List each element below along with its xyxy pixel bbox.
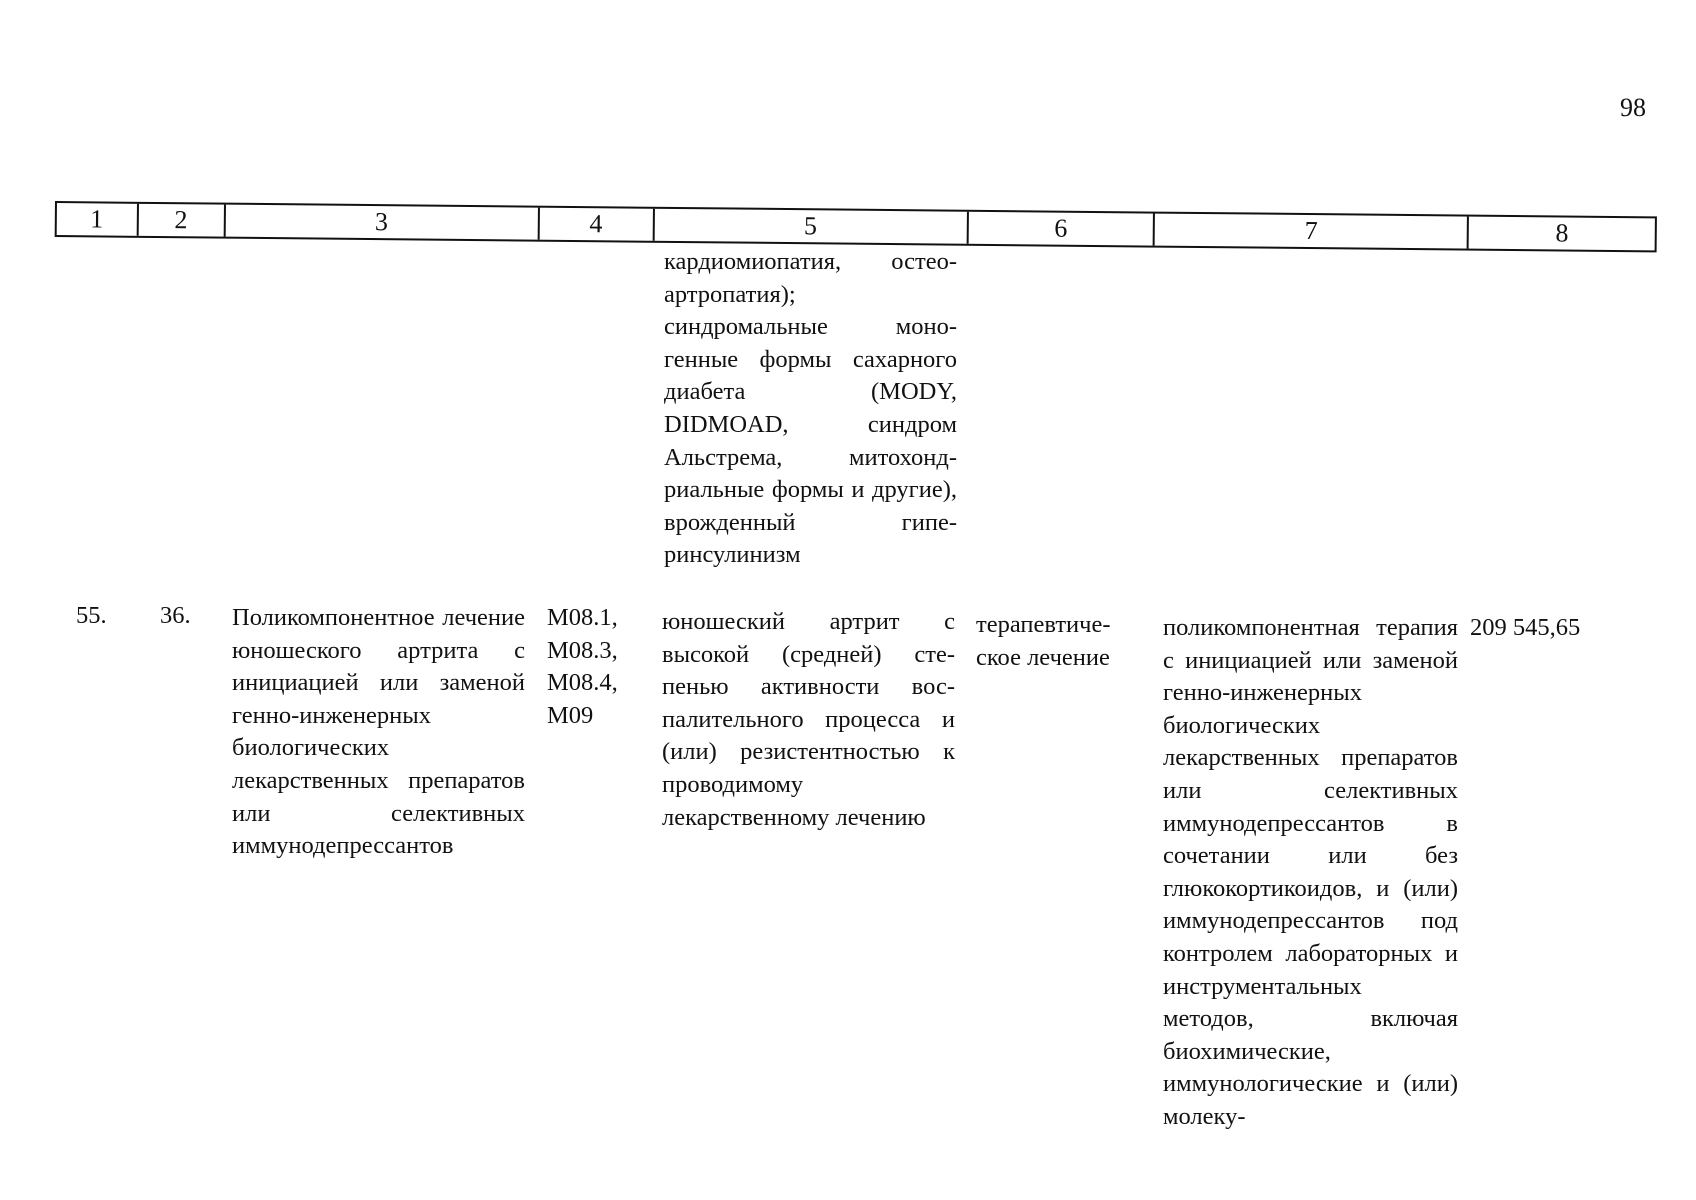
patient-model: юношеский артрит с высокой (средней) степенью активности воспалительного процесса и (или) резистентностью к проводимому лекарственному лечению [662,608,955,831]
icd-codes [547,602,647,732]
header-col-2: 2 [138,204,225,237]
row-number: 55. [76,602,107,629]
header-col-8: 8 [1555,218,1569,248]
treatment-type: терапевтическое лечение [976,611,1111,671]
header-col-5: 5 [654,209,969,244]
header-col-6: 6 [968,212,1155,246]
header-col-3: 3 [225,205,540,240]
icd-code: M09 [547,701,594,729]
page-number: 98 [1620,93,1646,122]
group-number: 36. [160,602,191,629]
icd-code: M08.4, [547,669,618,697]
treatment-method: поликомпонентная терапия с инициацией или заменой генно-инженерных биологических лекарственных препаратов или селективных иммунодепрессантов в сочетании или без глюкокортикоидов, и (или) иммунодепрессантов под контролем лабораторных и инструментальных методов, включая биохимические, иммунологические и (или) молеку- [1163,614,1458,1130]
icd-code: M08.3, [547,636,618,664]
table-header-row [55,201,1657,252]
treatment-cost: 209 545,65 [1470,614,1581,641]
icd-code: M08.1, [547,604,618,631]
treatment-title: Поликомпонентное лечение юношеского артрита с инициацией или заменой генно-инженерных биологических лекарственных препаратов или селективных иммунодепрессантов [232,604,525,860]
header-col-1: 1 [57,203,139,236]
header-col-7: 7 [1155,214,1470,249]
header-col-4: 4 [539,208,654,241]
continuation-disease-model: кардиомиопатия, остеоартропатия); синдромальные моногенные формы сахарного диабета (MODY, DIDMOAD, синдром Альстрема, митохондриальные формы и другие), врожденный гиперинсулинизм [664,248,957,569]
